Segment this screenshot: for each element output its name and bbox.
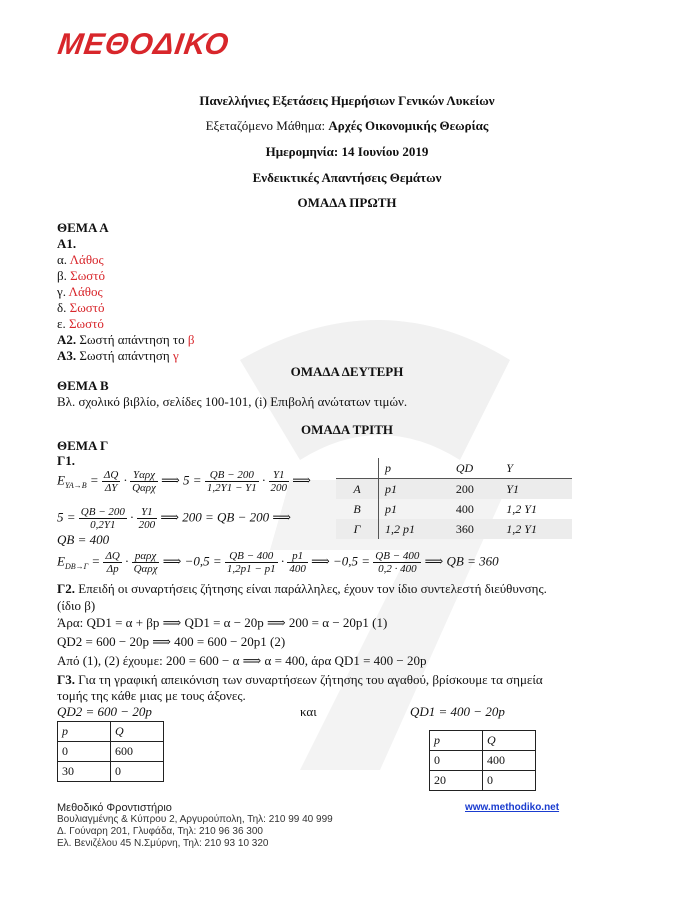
table-row: Γ 1,2 p1 360 1,2 Y1	[336, 519, 572, 539]
g2-line3: Από (1), (2) έχουμε: 200 = 600 − α ⟹ α = 400, άρα QD1 = 400 − 20p	[57, 653, 427, 668]
g3-text: Γ3. Για τη γραφική απεικόνιση των συναρτήσεων ζήτησης του αγαθού, βρίσκουμε τα σημεία	[57, 672, 543, 687]
qd2-table	[57, 721, 164, 782]
a2-answer: Α2. Σωστή απάντηση το β	[57, 332, 195, 347]
g2-text: Γ2. Επειδή οι συναρτήσεις ζήτησης είναι παράλληλες, έχουν τον ίδιο συντελεστή διεύθυνσης.	[57, 581, 547, 596]
elasticity-income-eq: $E_{YA\to B}$ = $\frac{\Delta Q}{\Delta Y}$ · $\frac{\text{Yαρχ}}{\text{Qαρχ}}$ ⟹ 5 = $\frac{QB - 200}{1,2Y1 - Y1}$ · $\frac{Y1}{200}$ ⟹	[57, 469, 311, 494]
group-two-title: ΟΜΑΔΑ ΔΕΥΤΕΡΗ	[290, 364, 404, 379]
theme-b-text: Βλ. σχολικό βιβλίο, σελίδες 100-101, (i) Επιβολή ανώτατων τιμών.	[57, 394, 408, 409]
table-header-row: p Q	[58, 722, 164, 742]
qd1-table	[429, 730, 536, 791]
g2-line1: Άρα: QD1 = α + βp ⟹ QD1 = α − 20p ⟹ 200 = α − 20p1 (1)	[57, 615, 388, 630]
group-one-title: ΟΜΑΔΑ ΠΡΩΤΗ	[297, 195, 397, 210]
table-row: 30 0	[58, 762, 164, 782]
theme-g-title: ΘΕΜΑ Γ	[57, 438, 109, 453]
a1-label: Α1.	[57, 236, 77, 251]
data-table	[336, 458, 572, 539]
footer-address: Μεθοδικό Φροντιστήριο Βουλιαγμένης & Κύπρου 2, Αργυρούπολη, Τηλ: 210 99 40 999 Δ. Γούναρη 201, Γλυφάδα, Τηλ: 210 96 36 300 Ελ. Βενιζέλου 45 Ν.Σμύρνη, Τηλ: 210 93 10 320	[57, 802, 333, 849]
answers-title: Ενδεικτικές Απαντήσεις Θεμάτων	[252, 170, 442, 185]
exam-title: Πανελλήνιες Εξετάσεις Ημερήσιων Γενικών Λυκείων	[199, 93, 495, 108]
table-header-row: p QD Y	[336, 458, 572, 479]
answer-e: ε. Σωστό	[57, 316, 104, 331]
table-header-row: p Q	[430, 731, 536, 751]
answer-c: γ. Λάθος	[57, 284, 103, 299]
qd2-function: QD2 = 600 − 20p	[57, 704, 152, 719]
g2-line2: QD2 = 600 − 20p ⟹ 400 = 600 − 20p1 (2)	[57, 634, 286, 649]
elasticity-step-eq: 5 = $\frac{QB - 200}{0,2Y1}$ · $\frac{Y1}{200}$ ⟹ 200 = QB − 200 ⟹	[57, 506, 292, 531]
table-row: Β p1 400 1,2 Y1	[336, 499, 572, 519]
group-three-title: ΟΜΑΔΑ ΤΡΙΤΗ	[300, 422, 394, 437]
answer-d: δ. Σωστό	[57, 300, 105, 315]
answer-b: β. Σωστό	[57, 268, 105, 283]
table-row: Α p1 200 Y1	[336, 479, 572, 500]
and-word: και	[300, 704, 317, 719]
g1-label: Γ1.	[57, 453, 76, 468]
qd1-function: QD1 = 400 − 20p	[410, 704, 505, 719]
table-row: 20 0	[430, 771, 536, 791]
a3-answer: Α3. Σωστή απάντηση γ	[57, 348, 179, 363]
exam-date: Ημερομηνία: 14 Ιουνίου 2019	[265, 144, 429, 159]
qb-result: QB = 400	[57, 532, 110, 547]
subject-line: Εξεταζόμενο Μάθημα: Αρχές Οικονομικής Θεωρίας	[205, 118, 489, 133]
elasticity-price-eq: $E_{DB\to\Gamma}$ = $\frac{\Delta Q}{\Delta p}$ · $\frac{\text{pαρχ}}{\text{Qαρχ}}$ ⟹ −0,5 = $\frac{QB - 400}{1,2p1 - p1}$ · $\frac{p1}{400}$ ⟹ −0,5 = $\frac{QB - 400}{0,2 \cdot 400}$ ⟹ QB = 360	[57, 550, 499, 575]
website-link[interactable]: www.methodiko.net	[465, 802, 560, 813]
g3-text-2: τομής της κάθε μιας με τους άξονες.	[57, 688, 246, 703]
answer-a: α. Λάθος	[57, 252, 104, 267]
methodiko-logo: ΜΕΘΟΔΙΚΟ	[55, 28, 232, 61]
theme-b-title: ΘΕΜΑ Β	[57, 378, 109, 393]
table-row: 0 600	[58, 742, 164, 762]
theme-a-title: ΘΕΜΑ Α	[57, 220, 109, 235]
table-row: 0 400	[430, 751, 536, 771]
g2-note: (ίδιο β)	[57, 598, 96, 613]
